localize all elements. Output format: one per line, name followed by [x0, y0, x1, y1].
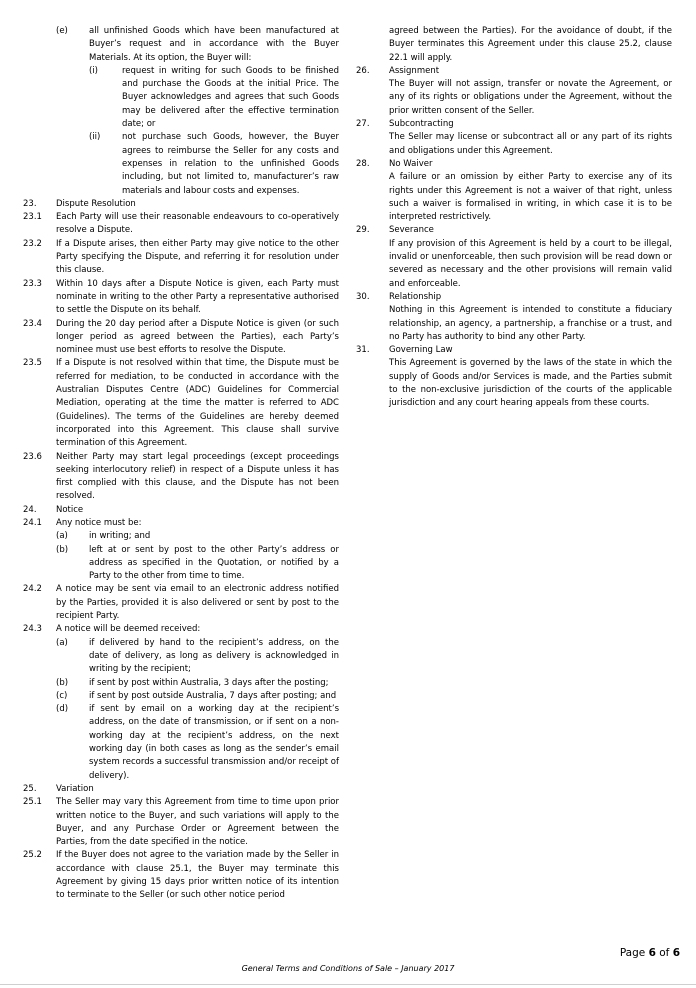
clause-label: (b) [56, 544, 69, 555]
section-number: 26. [356, 65, 370, 76]
clause-text: If a Dispute arises, then either Party may give notice to the other Party specifying the Dispute, and referring it for resolution under this clause. [56, 238, 339, 276]
clause-22-1-e-ii [89, 131, 339, 197]
clause-24-3-b [56, 677, 339, 690]
clause-24-1-b [56, 544, 339, 584]
clause-text: Within 10 days after a Dispute Notice is given, each Party must nominate in writing to the other Party a representative authorised to settle the Dispute on its behalf. [56, 278, 339, 316]
section-26-text: The Buyer will not assign, transfer or novate the Agreement, or any of its rights or obligations under the Agreement, without the prior written consent of the Seller. [389, 79, 672, 116]
section-26-heading [356, 65, 672, 78]
section-27-heading [356, 118, 672, 131]
page-total: 6 [672, 947, 680, 959]
clause-24-3 [23, 623, 339, 636]
right-column [356, 25, 672, 411]
clause-text: if delivered by hand to the recipient’s address, on the date of delivery, as long as delivery is acknowledged in writing by the recipient; [89, 637, 339, 675]
clause-23-3 [23, 278, 339, 318]
clause-number: 23.6 [23, 451, 42, 462]
clause-label: (b) [56, 677, 69, 688]
section-title: Notice [56, 504, 84, 515]
clause-text: in writing; and [89, 531, 151, 542]
clause-text: all unfinished Goods which have been manufactured at Buyer’s request and in accordance with the Buyer Materials. At its option, the Buyer will: [89, 26, 339, 63]
section-28-text: A failure or an omission by either Party to exercise any of its rights under this Agreement is not a waiver of that right, unless such a waiver is formalised in writing, in which case it is to be interpreted restrictively. [389, 172, 672, 223]
section-title: Dispute Resolution [56, 198, 136, 209]
clause-label: (i) [89, 65, 98, 76]
clause-label: (d) [56, 704, 69, 715]
clause-label: (a) [56, 637, 68, 648]
section-title: Variation [56, 783, 94, 794]
clause-number: 24.3 [23, 624, 42, 635]
clause-label: (c) [56, 690, 68, 701]
section-number: 28. [356, 158, 370, 169]
clause-text: Neither Party may start legal proceedings (except proceedings seeking interlocutory relief) in respect of a Dispute unless it has first complied with this clause, and the Dispute has not been resolved. [56, 451, 339, 502]
clause-text: If the Buyer does not agree to the variation made by the Seller in accordance with clause 25.1, the Buyer may terminate this Agreement by giving 15 days prior written notice of its intention to terminate to the Seller (or such other notice period [56, 850, 339, 901]
page-current: 6 [648, 947, 656, 959]
section-title: Relationship [389, 291, 442, 302]
clause-text: request in writing for such Goods to be finished and purchase the Goods at the initial Price. The Buyer acknowledges and agrees that such Goods may be delivered after the effective termination date; or [122, 65, 339, 130]
clause-label: (ii) [89, 132, 101, 143]
section-title: Governing Law [389, 345, 453, 356]
section-24-heading [23, 504, 339, 517]
clause-label: (a) [56, 531, 68, 542]
page-number [620, 947, 680, 960]
clause-23-2 [23, 238, 339, 278]
page-of: of [655, 947, 673, 959]
clause-24-3-c [56, 690, 339, 703]
clause-text: if sent by email on a working day at the recipient’s address, on the date of transmission, or if sent on a non-working day at the recipient’s address, on the next working day (in both cases as long as the sender’s email system records a successful transmission and/or receipt of delivery). [89, 704, 339, 781]
section-29-text: If any provision of this Agreement is held by a court to be illegal, invalid or unenforceable, then such provision will be read down or severed as necessary and the other provisions will remain valid and enforceable. [389, 238, 672, 289]
clause-22-1-e-i [89, 65, 339, 131]
section-number: 25. [23, 783, 37, 794]
clause-number: 23.4 [23, 318, 42, 329]
section-31-heading [356, 344, 672, 357]
clause-23-5 [23, 357, 339, 450]
clause-text: Each Party will use their reasonable endeavours to co-operatively resolve a Dispute. [56, 212, 339, 236]
clause-number: 24.2 [23, 584, 42, 595]
clause-text: A notice will be deemed received: [56, 624, 201, 635]
clause-23-6 [23, 451, 339, 504]
clause-text: During the 20 day period after a Dispute Notice is given (or such longer period as agreed between the Parties), each Party’s nominee must use best efforts to resolve the Dispute. [56, 318, 339, 356]
clause-22-1-e [56, 25, 339, 65]
section-30-text: Nothing in this Agreement is intended to constitute a fiduciary relationship, an agency, a partnership, a franchise or a trust, and no Party has authority to bind any other Party. [389, 305, 672, 342]
clause-24-2 [23, 583, 339, 623]
footer-divider [0, 984, 696, 985]
section-27-text: The Seller may license or subcontract all or any part of its rights and obligations under this Agreement. [389, 132, 672, 156]
clause-number: 25.2 [23, 850, 42, 861]
clause-25-1 [23, 796, 339, 849]
section-title: Subcontracting [389, 119, 454, 130]
clause-number: 23.3 [23, 278, 42, 289]
section-number: 24. [23, 504, 37, 515]
clause-text: Any notice must be: [56, 517, 142, 528]
section-28-heading [356, 158, 672, 171]
clause-number: 23.2 [23, 238, 42, 249]
section-number: 30. [356, 291, 370, 302]
clause-25-2-continued: agreed between the Parties). For the avoidance of doubt, if the Buyer terminates this Agreement under this clause 25.2, clause 22.1 will apply. [389, 26, 672, 63]
section-title: Severance [389, 225, 434, 236]
clause-24-1 [23, 517, 339, 530]
clause-23-4 [23, 318, 339, 358]
section-title: Assignment [389, 65, 440, 76]
page-prefix: Page [619, 947, 649, 959]
clause-text: left at or sent by post to the other Party’s address or address as specified in the Quotation, or notified by a Party to the other from time to time. [89, 544, 339, 582]
section-number: 23. [23, 198, 37, 209]
section-25-heading [23, 783, 339, 796]
clause-25-2 [23, 849, 339, 902]
section-number: 29. [356, 225, 370, 236]
clause-text: if sent by post outside Australia, 7 days after posting; and [89, 690, 337, 701]
section-31-text: This Agreement is governed by the laws of the state in which the supply of Goods and/or Services is made, and the Parties submit to the non-exclusive jurisdiction of the courts of the applicable jurisdiction and any court hearing appeals from these courts. [389, 358, 672, 409]
section-number: 31. [356, 345, 370, 356]
clause-text: The Seller may vary this Agreement from time to time upon prior written notice to the Buyer, and such variations will apply to the Buyer, and any Purchase Order or Agreement between the Parties, from the date specified in the notice. [56, 797, 339, 848]
clause-24-3-d [56, 703, 339, 783]
section-29-heading [356, 224, 672, 237]
clause-text: If a Dispute is not resolved within that time, the Dispute must be referred for mediation, to be conducted in accordance with the Australian Disputes Centre (ADC) Guidelines for Commercial Mediation, operating at the time the matter is referred to ADC (Guidelines). The terms of the Guidelines are hereby deemed incorporated into this Agreement. This clause shall survive termination of this Agreement. [56, 358, 339, 449]
section-title: No Waiver [389, 158, 433, 169]
section-number: 27. [356, 119, 370, 130]
clause-number: 23.5 [23, 358, 42, 369]
clause-23-1 [23, 211, 339, 238]
clause-24-1-a [56, 530, 339, 543]
section-23-heading [23, 198, 339, 211]
clause-24-3-a [56, 637, 339, 677]
left-column [23, 25, 339, 903]
clause-number: 25.1 [23, 797, 42, 808]
clause-text: not purchase such Goods, however, the Buyer agrees to reimburse the Seller for any costs and expenses in relation to the unfinished Goods including, but not limited to, manufacturer’s raw materials and labour costs and expenses. [122, 132, 339, 196]
footer-title: General Terms and Conditions of Sale – January 2017 [241, 964, 455, 973]
clause-text: A notice may be sent via email to an electronic address notified by the Parties, provided it is also delivered or sent by post to the recipient Party. [56, 584, 339, 622]
section-30-heading [356, 291, 672, 304]
clause-number: 24.1 [23, 517, 42, 528]
clause-text: if sent by post within Australia, 3 days after the posting; [89, 677, 329, 688]
clause-label: (e) [56, 26, 68, 36]
clause-number: 23.1 [23, 212, 42, 223]
